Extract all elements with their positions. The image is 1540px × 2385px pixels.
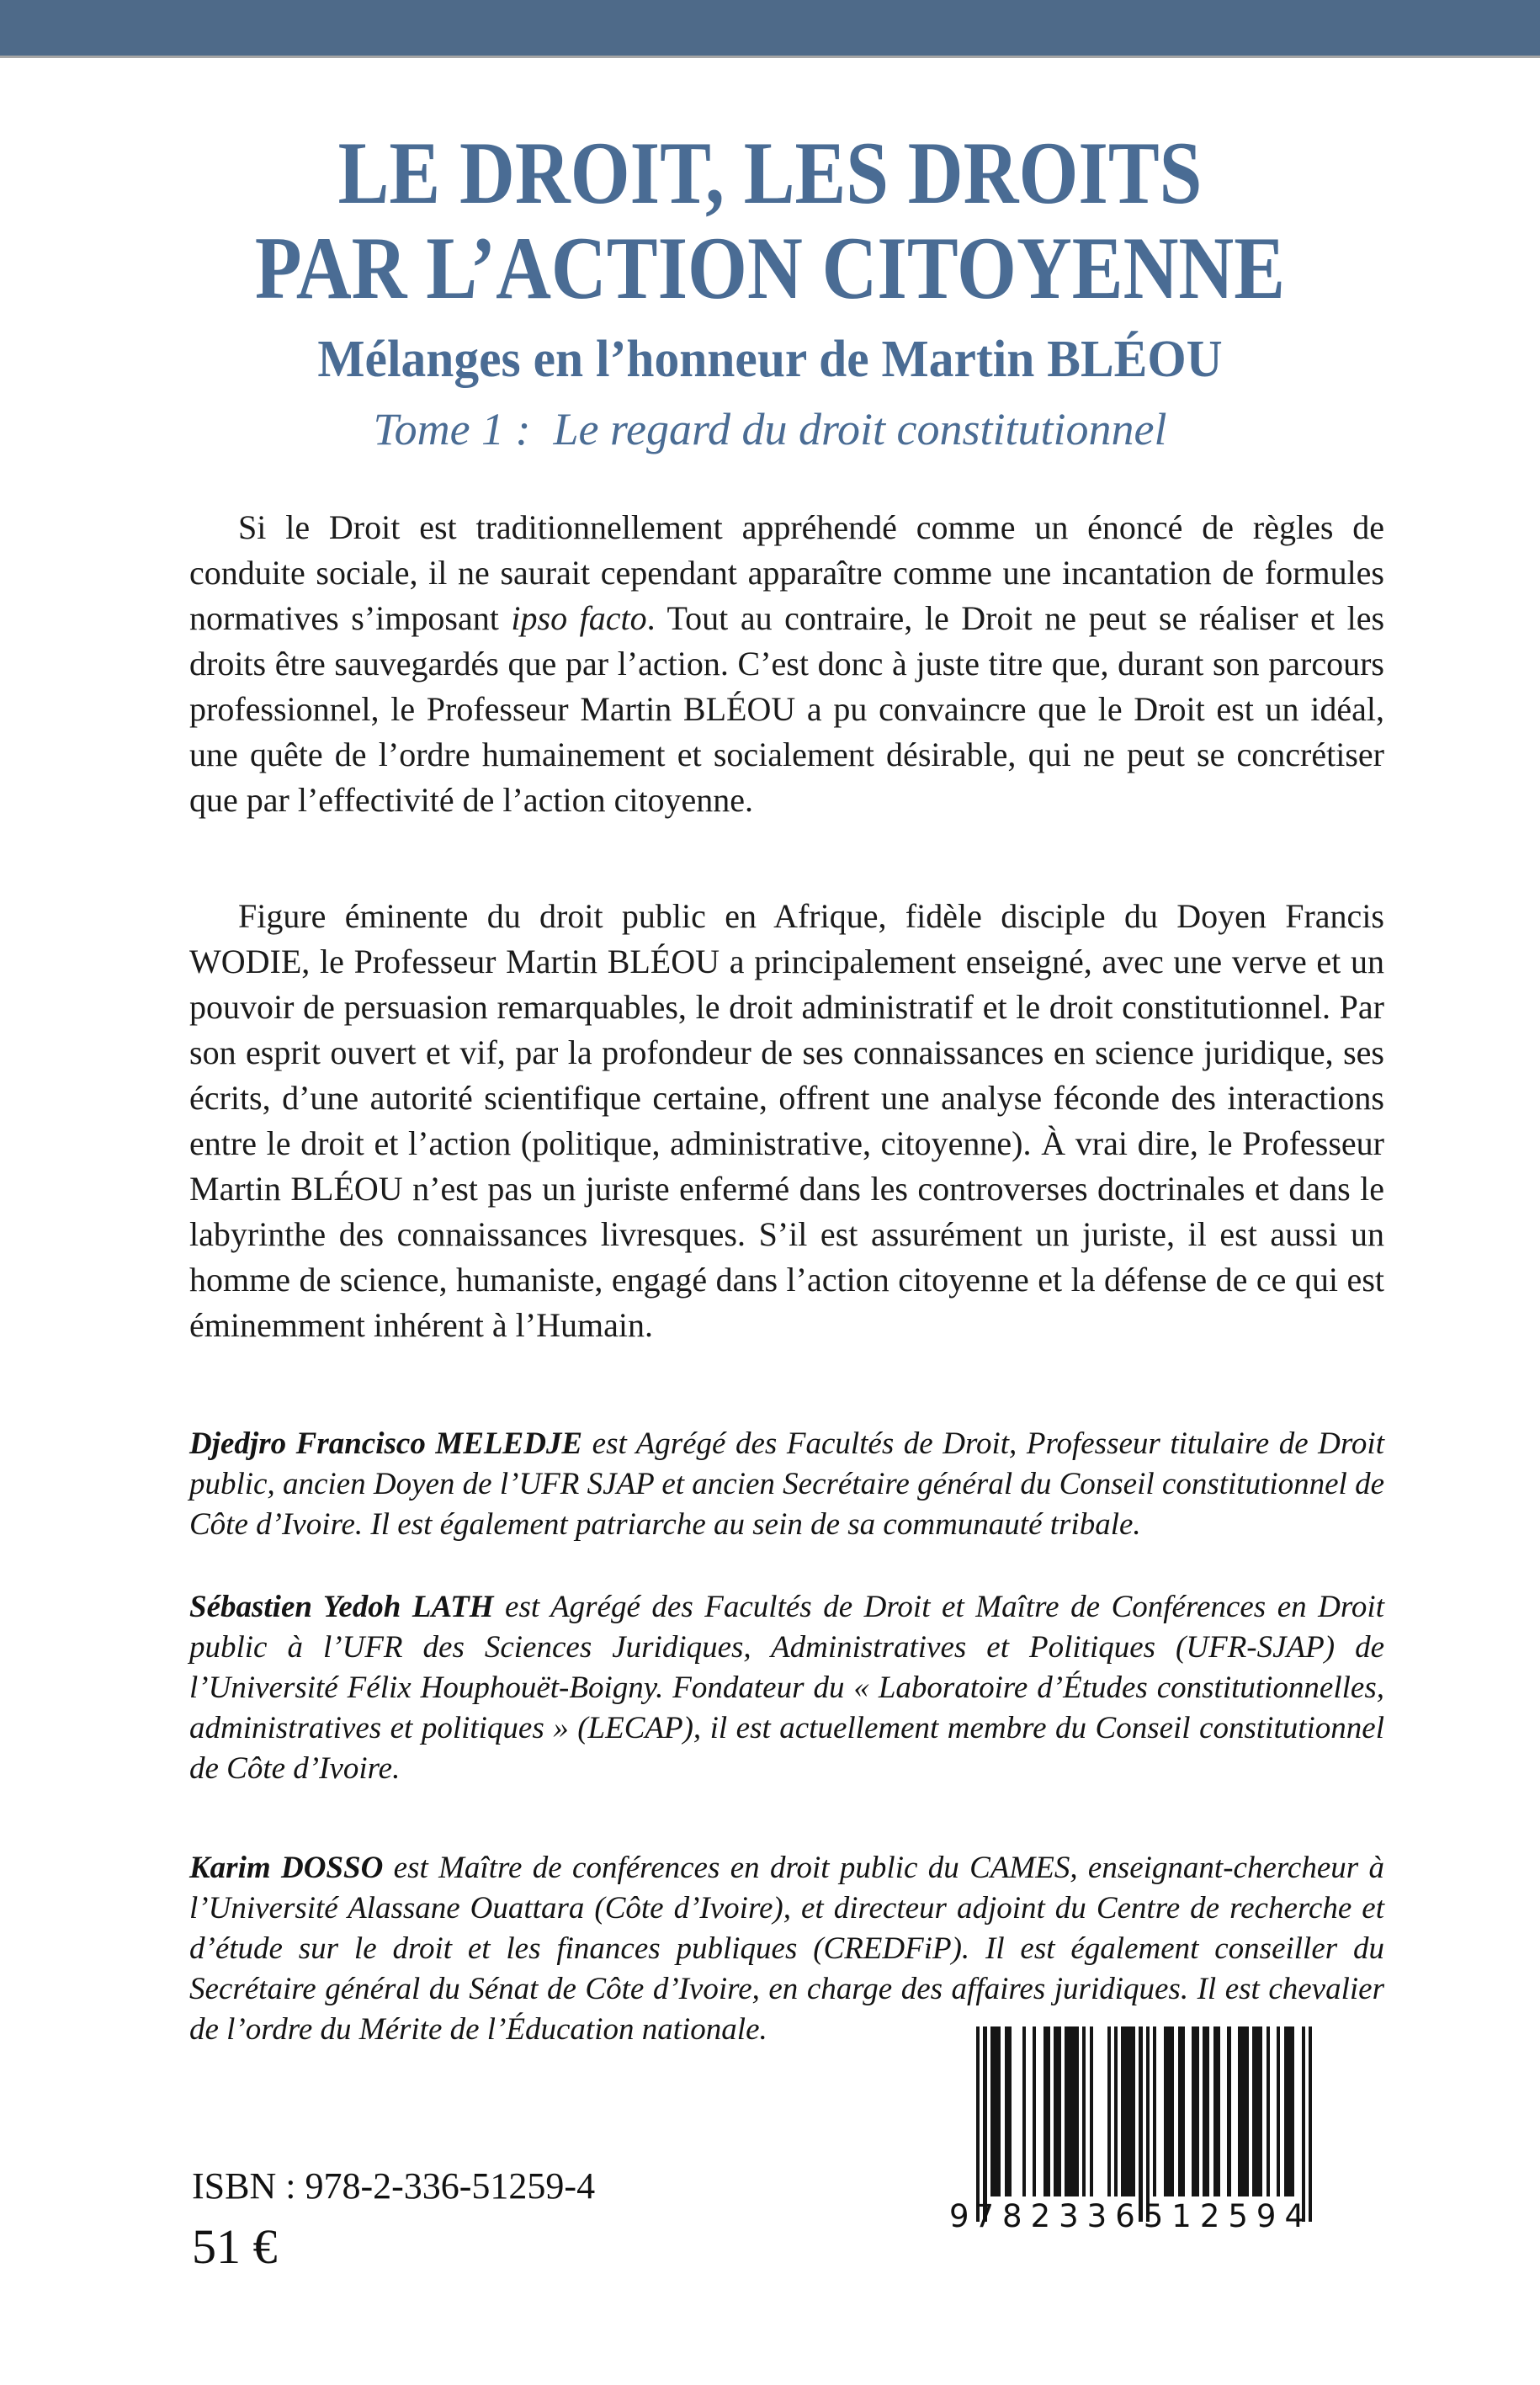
author-name-dosso: Karim DOSSO bbox=[189, 1851, 384, 1885]
author-bio-lath-text: est Agrégé des Facultés de Droit et Maître de Conférences en Droit public à l’UFR des Sciences Juridiques, Administratives et Politiques (UFR-SJAP) de l’Université Félix Houphouët-Boigny. Fondateur du « Laboratoire d’Études constitutionnelles, administratives et politiques » (LECAP), il est actuellement membre du Conseil constitutionnel de Côte d’Ivoire. bbox=[189, 1590, 1384, 1786]
isbn-text: ISBN : 978-2-336-51259-4 bbox=[192, 2165, 596, 2207]
barcode-digit-group-left: 782336 bbox=[974, 2198, 1144, 2234]
intro-paragraph-2: Figure éminente du droit public en Afrique, fidèle disciple du Doyen Francis WODIE, le Professeur Martin BLÉOU a principalement enseigné, avec une verve et un pouvoir de persuasion remarquables, le droit administratif et le droit constitutionnel. Par son esprit ouvert et vif, par la profondeur de ses connaissances en science juridique, ses écrits, d’une autorité scientifique certaine, offrent une analyse féconde des interactions entre le droit et l’action (politique, administrative, citoyenne). À vrai dire, le Professeur Martin BLÉOU n’est pas un juriste enfermé dans les controverses doctrinales et dans le labyrinthe des connaissances livresques. S’il est assurément un juriste, il est aussi un homme de science, humaniste, engagé dans l’action citoyenne et la défense de ce qui est éminemment inhérent à l’Humain. bbox=[189, 897, 1384, 1344]
author-bio-dosso bbox=[189, 1848, 1384, 2050]
price-text: 51 € bbox=[192, 2219, 278, 2274]
barcode-digit-group-leading: 9 bbox=[948, 2198, 969, 2234]
intro-paragraph-1-end: . Tout au contraire, le Droit ne peut se réaliser et les droits être sauvegardés que par l’action. C’est donc à juste titre que, durant son parcours professionnel, le Professeur Martin BLÉOU a pu convaincre que le Droit est un idéal, une quête de l’ordre humainement et socialement désirable, qui ne peut se concrétiser que par l’effectivité de l’action citoyenne. bbox=[189, 599, 1385, 819]
author-bio-meledje bbox=[189, 1424, 1384, 1545]
barcode-digits bbox=[937, 2198, 1313, 2234]
barcode-bar bbox=[1309, 2026, 1312, 2222]
author-bio-lath bbox=[189, 1587, 1384, 1789]
author-name-lath: Sébastien Yedoh LATH bbox=[189, 1590, 494, 1624]
barcode-digit-group-right: 512594 bbox=[1143, 2198, 1313, 2234]
author-bio-meledje-text: est Agrégé des Facultés de Droit, Professeur titulaire de Droit public, ancien Doyen de l’UFR SJAP et ancien Secrétaire général du Conseil constitutionnel de Côte d’Ivoire. Il est également patriarche au sein de sa communauté tribale. bbox=[189, 1426, 1385, 1542]
book-title-line-2: PAR L’ACTION CITOYENNE bbox=[254, 219, 1286, 318]
top-color-band bbox=[0, 0, 1540, 58]
book-title bbox=[108, 125, 1432, 316]
author-bio-dosso-text: est Maître de conférences en droit public du CAMES, enseignant-chercheur à l’Université Alassane Ouattara (Côte d’Ivoire), et directeur adjoint du Centre de recherche et d’étude sur le droit et les finances publiques (CREDFiP). Il est également conseiller du Secrétaire général du Sénat de Côte d’Ivoire, en charge des affaires juridiques. Il est chevalier de l’ordre du Mérite de l’Éducation nationale. bbox=[189, 1851, 1385, 2047]
author-name-meledje: Djedjro Francisco MELEDJE bbox=[189, 1426, 583, 1461]
ean13-barcode bbox=[937, 2026, 1313, 2234]
tome-subtitle: Tome 1 : Le regard du droit constitutionnel bbox=[373, 404, 1167, 455]
barcode-bars bbox=[976, 2026, 1313, 2222]
intro-paragraph-1-start: Si le Droit est traditionnellement appréhendé comme un énoncé de règles de conduite sociale, il ne saurait cependant apparaître comme une incantation de formules normatives s’imposant bbox=[189, 508, 1384, 637]
book-title-line-1: LE DROIT, LES DROITS bbox=[337, 124, 1203, 222]
header bbox=[0, 125, 1540, 455]
intro-paragraph-1 bbox=[189, 505, 1384, 823]
intro-paragraph-1-latin-phrase: ipso facto bbox=[511, 599, 647, 637]
book-subtitle: Mélanges en l’honneur de Martin BLÉOU bbox=[317, 330, 1223, 388]
